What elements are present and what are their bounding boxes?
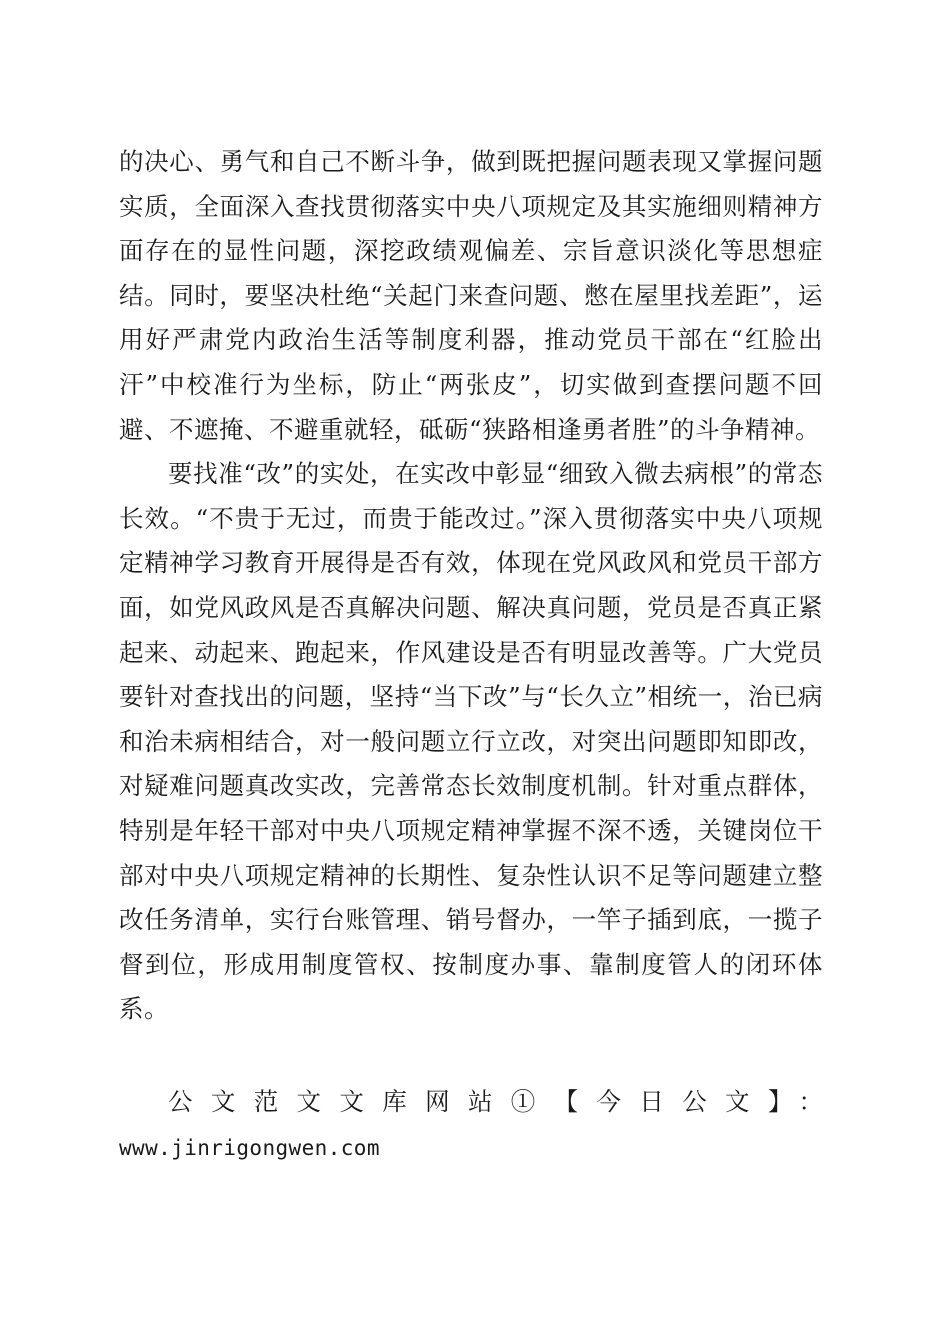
document-body	[119, 140, 823, 1032]
footer-url: www.jinrigongwen.com	[119, 1136, 380, 1160]
footer-site-label: 公文范文文库网站①【今日公文】：	[168, 1087, 823, 1116]
paragraph-2: 要找准“改”的实处，在实改中彰显“细致入微去病根”的常态长效。“不贵于无过，而贵于能改过。”深入贯彻落实中央八项规定精神学习教育开展得是否有效，体现在党风政风和党员干部方面，如党风政风是否真解决问题、解决真问题，党员是否真正紧起来、动起来、跑起来，作风建设是否有明显改善等。广大党员要针对查找出的问题，坚持“当下改”与“长久立”相统一，治已病和治未病相结合，对一般问题立行立改，对突出问题即知即改，对疑难问题真改实改，完善常态长效制度机制。针对重点群体，特别是年轻干部对中央八项规定精神掌握不深不透，关键岗位干部对中央八项规定精神的长期性、复杂性认识不足等问题建立整改任务清单，实行台账管理、销号督办，一竿子插到底，一揽子督到位，形成用制度管权、按制度办事、靠制度管人的闭环体系。	[119, 459, 823, 1024]
paragraph-1: 的决心、勇气和自己不断斗争，做到既把握问题表现又掌握问题实质，全面深入查找贯彻落实中央八项规定及其实施细则精神方面存在的显性问题，深挖政绩观偏差、宗旨意识淡化等思想症结。同时，要坚决杜绝“关起门来查问题、憋在屋里找差距”，运用好严肃党内政治生活等制度利器，推动党员干部在“红脸出汗”中校准行为坐标，防止“两张皮”，切实做到查摆问题不回避、不遮掩、不避重就轻，砥砺“狭路相逢勇者胜”的斗争精神。	[119, 147, 823, 444]
